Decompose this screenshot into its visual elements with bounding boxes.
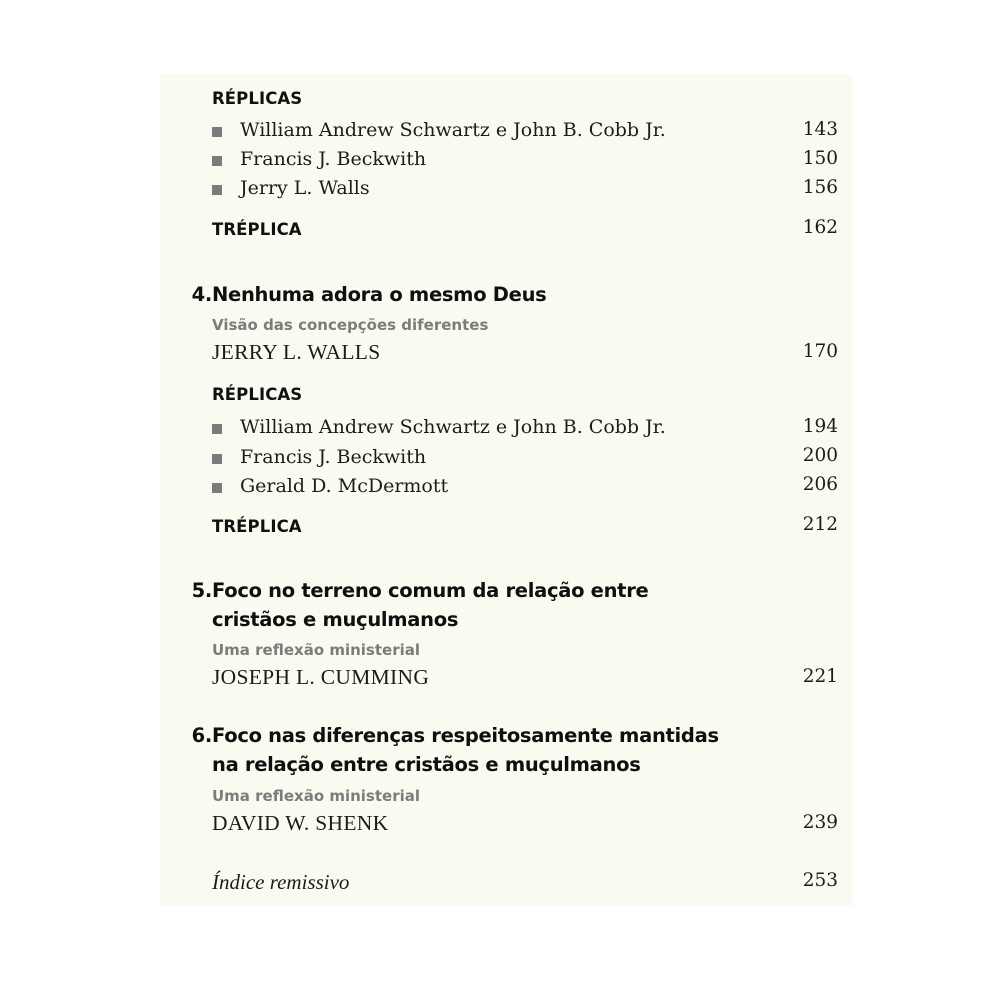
- chapter-title-line2: cristãos e muçulmanos: [212, 608, 459, 631]
- chapter-author: JERRY L. WALLS: [212, 340, 381, 364]
- chapter-number: 5.: [191, 579, 212, 602]
- replicas-heading: RÉPLICAS: [212, 89, 303, 108]
- bullet-icon: [212, 127, 222, 137]
- index-label: Índice remissivo: [212, 870, 350, 894]
- page-number: 170: [802, 341, 838, 362]
- page-number: 239: [802, 812, 838, 833]
- chapter-author: JOSEPH L. CUMMING: [212, 665, 430, 689]
- replica-author: Francis J. Beckwith: [240, 446, 427, 468]
- bullet-icon: [212, 454, 222, 464]
- replicas-heading: RÉPLICAS: [212, 385, 303, 404]
- page-number: 143: [802, 119, 838, 140]
- bullet-icon: [212, 185, 222, 195]
- chapter-title-line1: Foco no terreno comum da relação entre: [212, 579, 649, 602]
- chapter-subtitle: Uma reflexão ministerial: [212, 641, 421, 659]
- page-number: 200: [802, 445, 838, 466]
- page-number: 156: [802, 177, 838, 198]
- chapter-title-line1: Foco nas diferenças respeitosamente mantidas: [212, 724, 719, 747]
- page-number: 221: [802, 666, 838, 687]
- chapter-title: Nenhuma adora o mesmo Deus: [212, 283, 547, 306]
- page-number: 162: [802, 217, 838, 238]
- bullet-icon: [212, 483, 222, 493]
- page-number: 253: [802, 870, 838, 891]
- page-number: 150: [802, 148, 838, 169]
- treplica-heading: TRÉPLICA: [212, 220, 302, 239]
- chapter-subtitle: Uma reflexão ministerial: [212, 787, 421, 805]
- chapter-subtitle: Visão das concepções diferentes: [212, 316, 489, 334]
- book-page: [160, 75, 852, 905]
- replica-author: Jerry L. Walls: [240, 177, 370, 199]
- chapter-number: 4.: [191, 283, 212, 306]
- bullet-icon: [212, 424, 222, 434]
- chapter-number: 6.: [191, 724, 212, 747]
- replica-author: Francis J. Beckwith: [240, 148, 427, 170]
- chapter-author: DAVID W. SHENK: [212, 811, 389, 835]
- page-number: 212: [802, 514, 838, 535]
- page-number: 194: [802, 416, 838, 437]
- treplica-heading: TRÉPLICA: [212, 517, 302, 536]
- replica-author: William Andrew Schwartz e John B. Cobb Jr.: [240, 416, 666, 438]
- bullet-icon: [212, 156, 222, 166]
- chapter-title-line2: na relação entre cristãos e muçulmanos: [212, 753, 641, 776]
- replica-author: William Andrew Schwartz e John B. Cobb Jr.: [240, 119, 666, 141]
- page-number: 206: [802, 474, 838, 495]
- replica-author: Gerald D. McDermott: [240, 475, 449, 497]
